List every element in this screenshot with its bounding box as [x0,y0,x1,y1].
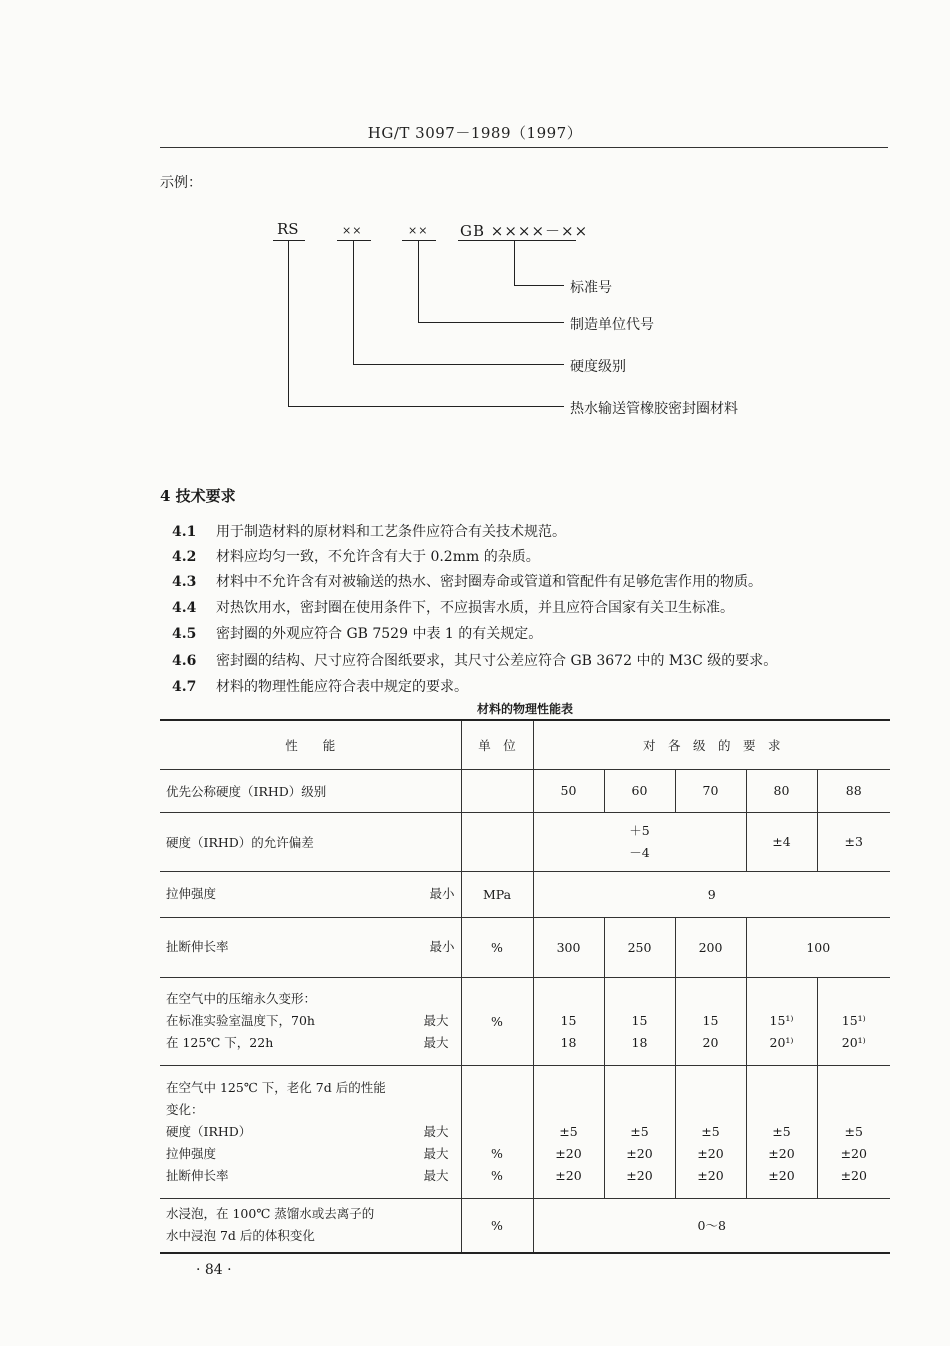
properties-table [160,719,890,1254]
cell-label: 硬度（IRHD）的允许偏差 [160,812,461,871]
cell-value: 50 [533,769,604,812]
cell-value: ±5 ±20 ±20 [533,1065,604,1198]
requirement-item: 4.6 密封圈的结构、尺寸应符合图纸要求，其尺寸公差应符合 GB 3672 中的 M3C 级的要求。 [172,653,778,669]
requirement-item: 4.2 材料应均匀一致，不允许含有大于 0.2mm 的杂质。 [172,549,540,565]
cell-value: ±5 ±20 ±20 [817,1065,890,1198]
leader-h-rs [288,406,564,407]
cell-value: 15 18 [604,977,675,1065]
leader-v-standard [514,240,515,285]
table-row [160,1198,890,1253]
cell-value: ±4 [746,812,817,871]
cell-value: ±5 ±20 ±20 [675,1065,746,1198]
cell-label: 扯断伸长率 最小 [160,917,461,977]
cell-label: 在空气中的压缩永久变形： 在标准实验室温度下，70h 最大 在 125℃ 下，22h 最大 [160,977,461,1065]
cell-value: 15¹⁾ 20¹⁾ [746,977,817,1065]
cell-unit: % [461,917,533,977]
cell-value: ＋5 －4 [533,812,746,871]
requirement-item: 4.5 密封圈的外观应符合 GB 7529 中表 1 的有关规定。 [172,626,543,642]
underline-hardness [337,240,371,241]
cell-value: ±5 ±20 ±20 [746,1065,817,1198]
underline-rs [273,240,305,241]
example-label: 示例： [160,175,202,191]
table-title: 材料的物理性能表 [476,702,573,716]
cell-value: 15¹⁾ 20¹⁾ [817,977,890,1065]
requirement-item: 4.7 材料的物理性能应符合表中规定的要求。 [172,679,468,695]
cell-value: 300 [533,917,604,977]
cell-unit [461,812,533,871]
cell-value: 250 [604,917,675,977]
cell-value: 15 20 [675,977,746,1065]
code-part-standard: GB ××××－×× [460,222,589,240]
leader-h-maker [418,322,564,323]
table-row [160,1065,890,1198]
standard-header: HG/T 3097－1989（1997） [367,124,583,142]
section-title: 4 技术要求 [160,487,236,505]
header-unit: 单 位 [461,720,533,769]
table-row [160,871,890,917]
cell-value: 200 [675,917,746,977]
cell-unit: % [461,1198,533,1253]
cell-value: ±5 ±20 ±20 [604,1065,675,1198]
leader-v-rs [288,240,289,406]
cell-value: 0～8 [533,1198,890,1253]
underline-maker [402,240,436,241]
requirement-item: 4.4 对热饮用水，密封圈在使用条件下，不应损害水质，并且应符合国家有关卫生标准。 [172,600,734,616]
requirement-item: 4.1 用于制造材料的原材料和工艺条件应符合有关技术规范。 [172,524,566,540]
cell-unit: % [461,977,533,1065]
header-property: 性 能 [160,720,461,769]
code-part-hardness: ×× [342,224,363,237]
table-row [160,812,890,871]
cell-value: 80 [746,769,817,812]
label-material: 热水输送管橡胶密封圈材料 [570,401,738,417]
cell-label: 拉伸强度 最小 [160,871,461,917]
code-part-maker: ×× [408,224,429,237]
header-requirements: 对 各 级 的 要 求 [533,720,890,769]
cell-value: 9 [533,871,890,917]
leader-v-maker [418,240,419,322]
cell-value: 88 [817,769,890,812]
cell-label: 优先公称硬度（IRHD）级别 [160,769,461,812]
label-maker-code: 制造单位代号 [570,317,654,333]
page-number: · 84 · [196,1262,232,1278]
table-row [160,769,890,812]
code-part-rs: RS [277,220,299,238]
cell-value: 15 18 [533,977,604,1065]
leader-v-hardness [353,240,354,364]
header-rule [160,147,888,148]
table-row [160,977,890,1065]
label-hardness-grade: 硬度级别 [570,359,626,375]
table-header-row [160,720,890,769]
cell-unit: % % [461,1065,533,1198]
leader-h-hardness [353,364,564,365]
cell-value: 100 [746,917,890,977]
cell-value: 70 [675,769,746,812]
cell-label: 水浸泡，在 100℃ 蒸馏水或去离子的 水中浸泡 7d 后的体积变化 [160,1198,461,1253]
cell-label: 在空气中 125℃ 下，老化 7d 后的性能 变化： 硬度（IRHD） 最大 拉伸强度 最大 扯断伸长率 最大 [160,1065,461,1198]
cell-unit: MPa [461,871,533,917]
requirement-item: 4.3 材料中不允许含有对被输送的热水、密封圈寿命或管道和管配件有足够危害作用的物质。 [172,574,762,590]
cell-value: ±3 [817,812,890,871]
table-row [160,917,890,977]
underline-standard [458,240,576,241]
cell-value: 60 [604,769,675,812]
leader-h-standard [514,285,564,286]
cell-unit [461,769,533,812]
label-standard-number: 标准号 [570,280,612,296]
